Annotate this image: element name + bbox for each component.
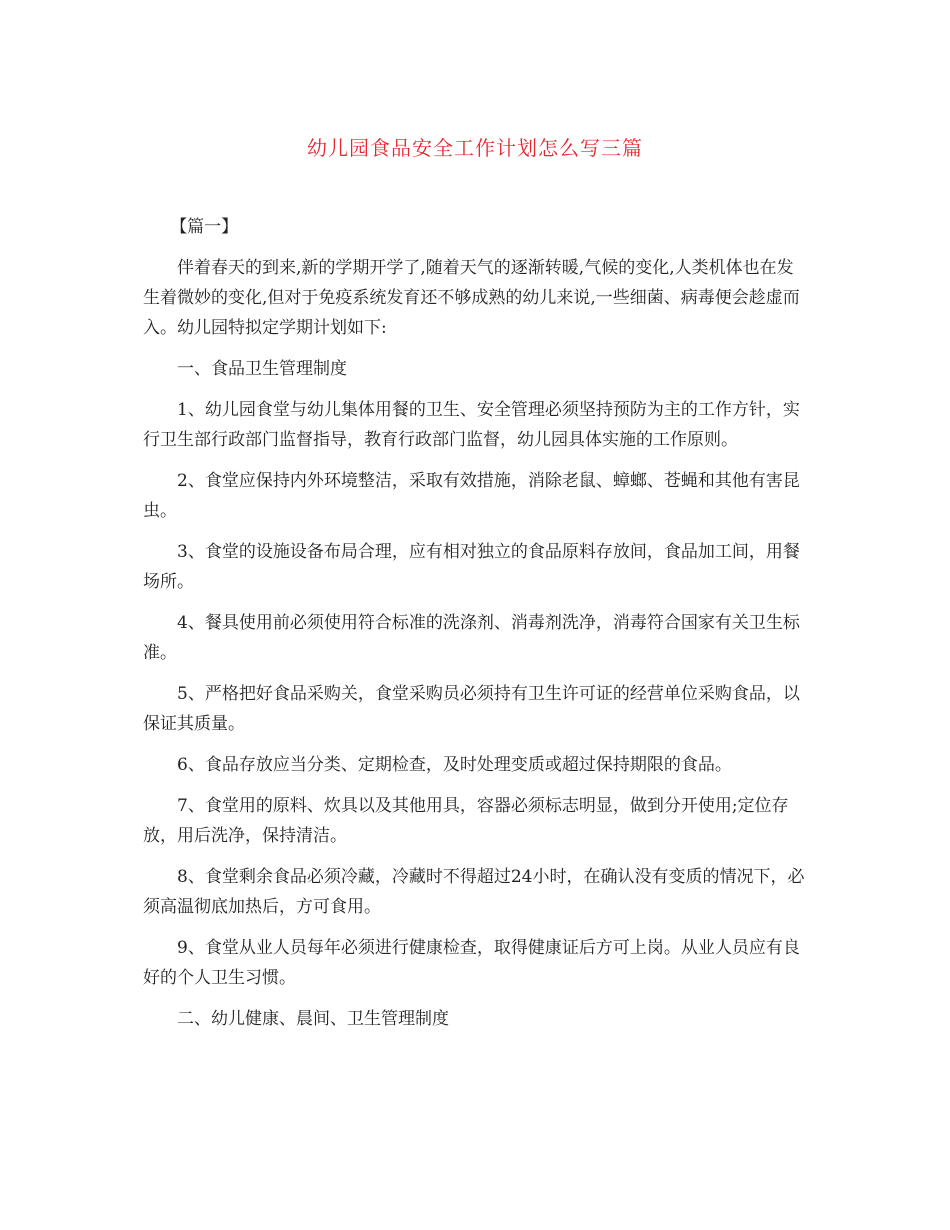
list-item: 9、食堂从业人员每年必须进行健康检查，取得健康证后方可上岗。从业人员应有良好的个人卫生习惯。 [143, 938, 800, 988]
document-body [143, 212, 808, 1045]
intro-paragraph: 伴着春天的到来,新的学期开学了,随着天气的逐渐转暖,气候的变化,人类机体也在发生着微妙的变化,但对于免疫系统发育还不够成熟的幼儿来说,一些细菌、病毒便会趁虚而入。幼儿园特拟定学期计划如下: [143, 258, 800, 338]
list-item: 5、严格把好食品采购关，食堂采购员必须持有卫生许可证的经营单位采购食品，以保证其质量。 [143, 684, 800, 734]
section-heading-2: 二、幼儿健康、晨间、卫生管理制度 [177, 1009, 449, 1029]
list-item: 7、食堂用的原料、炊具以及其他用具，容器必须标志明显，做到分开使用;定位存放，用后洗净，保持清洁。 [143, 796, 789, 846]
list-item: 3、食堂的设施设备布局合理，应有相对独立的食品原料存放间，食品加工间，用餐场所。 [143, 542, 800, 592]
document-title: 幼儿园食品安全工作计划怎么写三篇 [307, 136, 643, 160]
list-item: 6、食品存放应当分类、定期检查，及时处理变质或超过保持期限的食品。 [177, 755, 732, 775]
section-label: 【篇一】 [170, 217, 239, 237]
section-heading-1: 一、食品卫生管理制度 [177, 359, 347, 379]
list-item: 2、食堂应保持内外环境整洁，采取有效措施，消除老鼠、蟑螂、苍蝇和其他有害昆虫。 [143, 471, 800, 521]
list-item: 8、食堂剩余食品必须冷藏，冷藏时不得超过24小时，在确认没有变质的情况下，必须高温彻底加热后，方可食用。 [143, 867, 805, 917]
list-item: 4、餐具使用前必须使用符合标准的洗涤剂、消毒剂洗净，消毒符合国家有关卫生标准。 [143, 613, 800, 663]
list-item: 1、幼儿园食堂与幼儿集体用餐的卫生、安全管理必须坚持预防为主的工作方针，实行卫生部行政部门监督指导，教育行政部门监督，幼儿园具体实施的工作原则。 [143, 400, 800, 450]
